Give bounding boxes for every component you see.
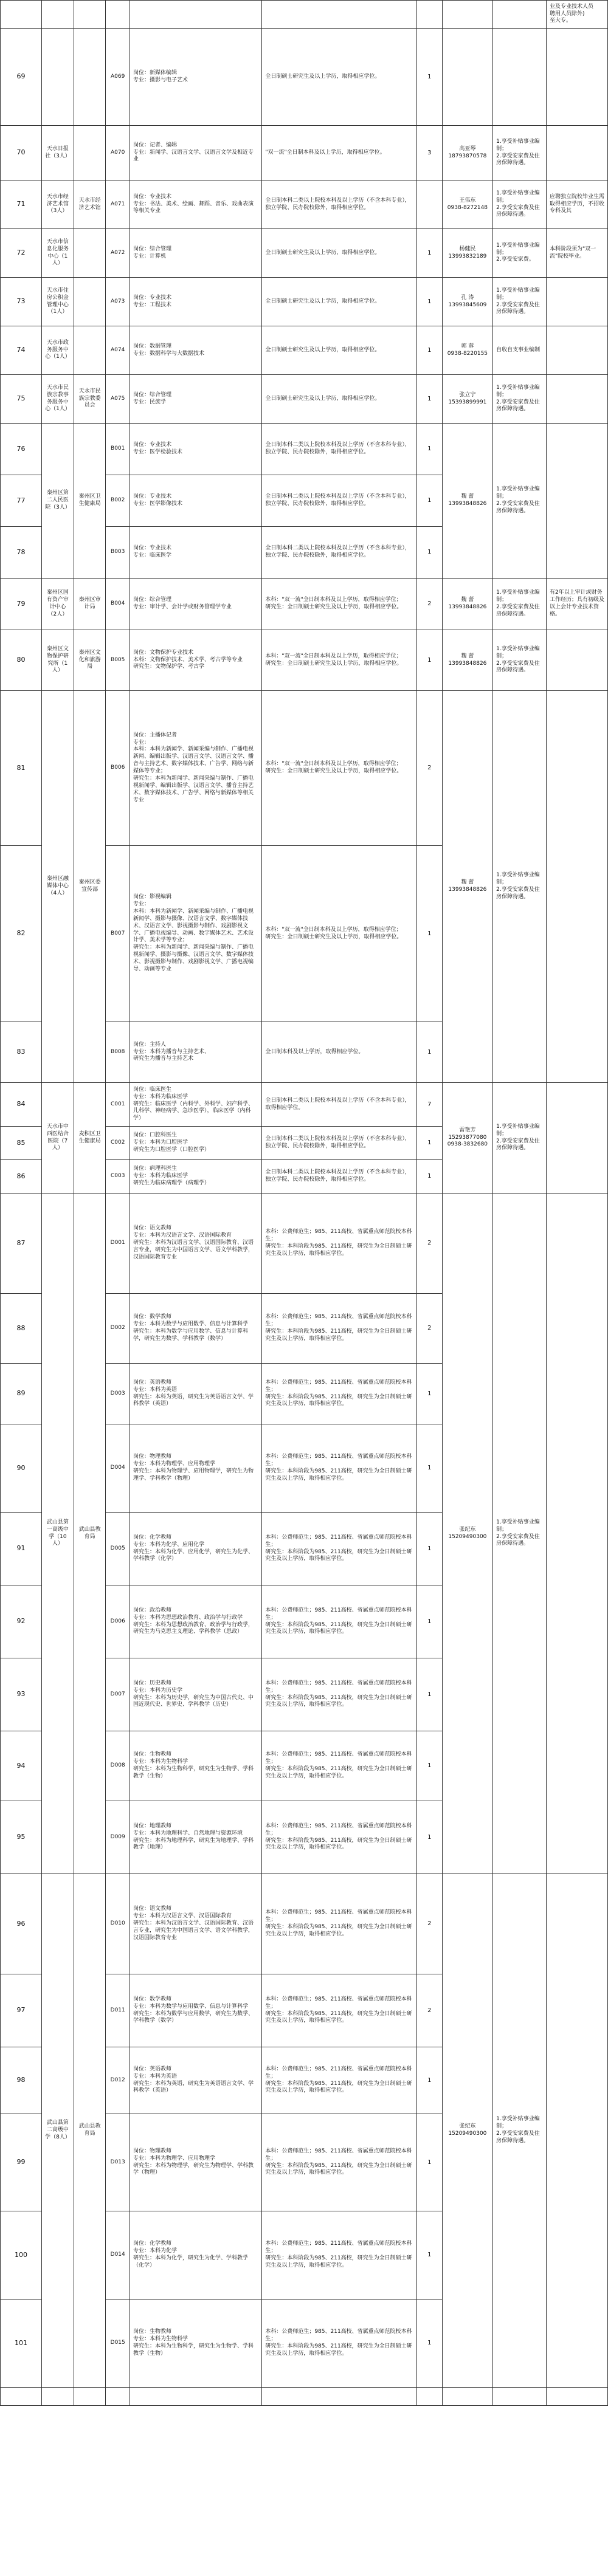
table-row (1, 180, 608, 229)
cell-treat: 自收自支事业编制 (493, 326, 547, 375)
cell-edu: 本科：公费师范生；985、211高校、省属重点师范院校本科生； 研究生：本科阶段为985、211高校，研究生为全日制硕士研究生及以上学历，取得相应学位。 (262, 1513, 417, 1585)
cell-edu: 全日制硕士研究生及以上学历，取得相应学位。 (262, 326, 417, 375)
cell-treat: 1.享受补贴事业编制； 2.享受安家费及住房保障待遇。 (493, 375, 547, 424)
cell-contact: 魏 蕾 13993848826 (442, 630, 492, 691)
table-row (1, 278, 608, 326)
cell-unit: 天水日报社（3人） (42, 126, 74, 180)
cell-edu: 全日制本科二类以上院校本科及以上学历（不含本科专业），独立学院、民办院校除外，取得相应学位。 (262, 1127, 417, 1160)
cell-post: 岗位：英语教师 专业：本科为英语 研究生：本科为英语，研究生为英语语言文学、学科教学（英语） (130, 1364, 261, 1424)
cell-num: 1 (417, 1731, 443, 1801)
cell-post: 岗位：影视编辑 专业： 本科：本科为新闻学、新闻采编与制作、广播电视新闻学、摄影与摄像、汉语言文学、数字媒体技术、汉语言文学、影视摄影与制作、戏剧影视文学、广播电视编导、动画、数字媒体艺术、艺术设计学、美术学等专业； 研究生：本科为新闻学、新闻采编与制作、广播电视新闻学、摄影与摄像、汉语言文学、数字媒体技术、影视摄影与制作、戏剧影视文学、广播电视编导、动画等专业 (130, 846, 261, 1022)
cell-no: 80 (1, 630, 42, 691)
cell-post (130, 1, 261, 29)
cell-contact: 雷艳芳 15293877080 0938-3832680 (442, 1083, 492, 1194)
cell-code: B007 (106, 846, 130, 1022)
cell-edu: 本科：公费师范生；985、211高校、省属重点师范院校本科生； 研究生：本科阶段为985、211高校，研究生为全日制硕士研究生及以上学历，取得相应学位。 (262, 2114, 417, 2211)
cell-code: A070 (106, 126, 130, 180)
cell-post: 岗位：化学教师 专业：本科为化学、应用化学 研究生：本科为化学、应用化学，研究生为化学、学科教学（化学） (130, 1513, 261, 1585)
cell-note: 本科阶段须为"双一流"院校毕业。 (546, 229, 607, 278)
cell-dept (74, 229, 106, 278)
table-row (1, 326, 608, 375)
cell-treat (493, 29, 547, 126)
cell-num: 1 (417, 1801, 443, 1874)
cell-code: D006 (106, 1585, 130, 1658)
cell-edu: 全日制本科二类以上院校本科及以上学历（不含本科专业），独立学院、民办院校除外，取得相应学位。 (262, 475, 417, 527)
table-row (1, 229, 608, 278)
cell-note (546, 326, 607, 375)
cell-edu: 全日制本科及以上学历，取得相应学位。 (262, 1022, 417, 1083)
cell-code: A069 (106, 29, 130, 126)
cell-unit: 天水市经济艺术馆（3人） (42, 180, 74, 229)
cell-num: 2 (417, 1974, 443, 2047)
cell-no: 69 (1, 29, 42, 126)
cell-num: 1 (417, 1513, 443, 1585)
cell-code: B008 (106, 1022, 130, 1083)
cell-edu: 全日制硕士研究生及以上学历，取得相应学位。 (262, 278, 417, 326)
cell-note (546, 278, 607, 326)
cell-note (546, 1083, 607, 1194)
cell-code: A071 (106, 180, 130, 229)
cell-edu: 本科：公费师范生；985、211高校、省属重点师范院校本科生； 研究生：本科阶段为985、211高校，研究生为全日制硕士研究生及以上学历，取得相应学位。 (262, 2047, 417, 2114)
cell-post: 岗位：数据管理 专业：数据科学与大数据技术 (130, 326, 261, 375)
cell-code: A074 (106, 326, 130, 375)
cell-no: 91 (1, 1513, 42, 1585)
cell-unit: 武山县第一高级中学（10人） (42, 1194, 74, 1874)
cell-treat: 1.享受补贴事业编制； 2.享受安家费及住房保障待遇。 (493, 424, 547, 579)
cell-treat: 1.享受补贴事业编制； 2.享受安家费及住房保障待遇。 (493, 1874, 547, 2388)
cell-code: A073 (106, 278, 130, 326)
cell-num: 1 (417, 1160, 443, 1194)
table-row (1, 375, 608, 424)
cell-post: 岗位：口腔科医生 专业：本科为口腔医学 研究生为口腔医学（口腔医学） (130, 1127, 261, 1160)
cell-edu: 本科：公费师范生；985、211高校、省属重点师范院校本科生； 研究生：本科阶段为985、211高校，研究生为全日制硕士研究生及以上学历，取得相应学位。 (262, 1194, 417, 1294)
cell-no: 93 (1, 1658, 42, 1731)
cell-treat: 1.享受补贴事业编制； 2.享受安家费及住房保障待遇。 (493, 126, 547, 180)
cell-num: 1 (417, 846, 443, 1022)
cell-num: 2 (417, 1294, 443, 1364)
cell-note (546, 630, 607, 691)
cell-num: 1 (417, 475, 443, 527)
cell-num: 2 (417, 1194, 443, 1294)
cell-contact: 高亚琴 18793870578 (442, 126, 492, 180)
cell-post: 岗位：主播体记者 专业： 本科：本科为新闻学、新闻采编与制作、广播电视新闻、编辑出版学、汉语言文学、汉语言文学、播音与主持艺术、数字媒体技术、广告学、网络与新媒体等专业； 研究生：本科为新闻学、新闻采编与制作、广播电视新闻学、编辑出版学、汉语言文学、播音主持艺术、数字媒体技术、广告学、网络与新媒体等相关专业 (130, 691, 261, 846)
table-row (1, 630, 608, 691)
cell-no: 97 (1, 1974, 42, 2047)
cell-post: 岗位：记者、编辑 专业：新闻学、汉语言文学、汉语言文学及相近专业 (130, 126, 261, 180)
cell-num: 1 (417, 1364, 443, 1424)
cell-code: C002 (106, 1127, 130, 1160)
cell-no: 79 (1, 579, 42, 630)
cell-edu: 全日制本科二类以上院校本科及以上学历（不含本科专业），独立学院、民办院校除外，取得相应学位。 (262, 527, 417, 579)
cell-no: 85 (1, 1127, 42, 1160)
cell-num: 1 (417, 527, 443, 579)
cell-edu: 本科：公费师范生；985、211高校、省属重点师范院校本科生； 研究生：本科阶段为985、211高校，研究生为全日制硕士研究生及以上学历，取得相应学位。 (262, 2211, 417, 2300)
cell-no: 90 (1, 1424, 42, 1513)
cell-contact: 魏 蕾 13993848826 (442, 424, 492, 579)
cell-edu: 全日制本科二类以上院校本科及以上学历（不含本科专业），独立学院、民办院校除外，取得相应学位。 (262, 424, 417, 475)
cell-num: 1 (417, 2114, 443, 2211)
cell-contact: 杨健民 13993832189 (442, 229, 492, 278)
cell-code: D010 (106, 1874, 130, 1974)
table-body (1, 1, 608, 2406)
cell-edu: 本科：公费师范生；985、211高校、省属重点师范院校本科生； 研究生：本科阶段为985、211高校，研究生为全日制硕士研究生及以上学历，取得相应学位。 (262, 1424, 417, 1513)
table-row (1, 2388, 608, 2406)
cell-num: 1 (417, 1127, 443, 1160)
cell-num: 1 (417, 630, 443, 691)
cell-no: 100 (1, 2211, 42, 2300)
cell-edu: 本科："双一流"全日制本科及以上学历，取得相应学位； 研究生：全日制硕士研究生及以上学历，取得相应学位。 (262, 579, 417, 630)
cell-code: B001 (106, 424, 130, 475)
cell-no: 101 (1, 2300, 42, 2388)
cell-unit: 天水市民族宗教事务服务中心（1人） (42, 375, 74, 424)
cell-num: 1 (417, 229, 443, 278)
cell-note (546, 2388, 607, 2406)
table-row (1, 1, 608, 29)
cell-no: 96 (1, 1874, 42, 1974)
cell-note (546, 126, 607, 180)
cell-treat: 1.享受补贴事业编制； 2.享受安家费及住房保障待遇。 (493, 180, 547, 229)
cell-contact: 张纪东 15209490300 (442, 1874, 492, 2388)
cell-dept: 天水市经济艺术馆 (74, 180, 106, 229)
cell-unit: 秦州区第二人民医院（3人） (42, 424, 74, 579)
cell-no: 70 (1, 126, 42, 180)
cell-no: 98 (1, 2047, 42, 2114)
cell-note: 有2年以上审计或财务工作经历；具有初级及以上会计专业技术资格。 (546, 579, 607, 630)
cell-num: 1 (417, 2047, 443, 2114)
table-row (1, 126, 608, 180)
cell-dept: 武山县教育局 (74, 1194, 106, 1874)
cell-code: C001 (106, 1083, 130, 1127)
cell-num (417, 1, 443, 29)
cell-edu: 本科：公费师范生；985、211高校、省属重点师范院校本科生； 研究生：本科阶段为985、211高校，研究生为全日制硕士研究生及以上学历，取得相应学位。 (262, 1294, 417, 1364)
cell-no: 78 (1, 527, 42, 579)
cell-edu: 本科：公费师范生；985、211高校、省属重点师范院校本科生； 研究生：本科阶段为985、211高校，研究生为全日制硕士研究生及以上学历，取得相应学位。 (262, 1658, 417, 1731)
cell-post: 岗位：物理教师 专业：本科为物理学、应用物理学 研究生：本科为物理学、应用物理学，研究生为物理学、学科教学（物理） (130, 1424, 261, 1513)
table-row (1, 1194, 608, 1294)
cell-no: 77 (1, 475, 42, 527)
cell-num: 2 (417, 1874, 443, 1974)
cell-note (546, 691, 607, 1083)
cell-num: 1 (417, 1424, 443, 1513)
cell-code (106, 2388, 130, 2406)
cell-edu: 全日制本科二类以上院校本科及以上学历（不含本科专业），独立学院、民办院校除外，取得相应学位。 (262, 1160, 417, 1194)
cell-contact: 王伟东 0938-8272148 (442, 180, 492, 229)
cell-dept (74, 126, 106, 180)
cell-no: 72 (1, 229, 42, 278)
cell-post: 岗位：专业技术 专业：临床医学 (130, 527, 261, 579)
cell-post: 岗位：新媒体编辑 专业：摄影与电子艺术 (130, 29, 261, 126)
cell-no: 83 (1, 1022, 42, 1083)
cell-edu (262, 1, 417, 29)
cell-code: D009 (106, 1801, 130, 1874)
cell-post: 岗位：生物教师 专业：本科为生物科学 研究生：本科为生物科学，研究生为生物学、学科教学（生物） (130, 2300, 261, 2388)
cell-post: 岗位：化学教师 专业：本科为化学 研究生：本科为化学，研究生为化学、学科教学（化学） (130, 2211, 261, 2300)
cell-no: 95 (1, 1801, 42, 1874)
cell-no: 82 (1, 846, 42, 1022)
table-row (1, 1083, 608, 1127)
cell-num: 7 (417, 1083, 443, 1127)
cell-code: D012 (106, 2047, 130, 2114)
cell-no: 81 (1, 691, 42, 846)
cell-treat: 1.享受补贴事业编制； 2.享受安家费及住房保障待遇。 (493, 1083, 547, 1194)
cell-num: 1 (417, 2300, 443, 2388)
cell-treat: 1.享受补贴事业编制； 2.享受安家费及住房保障待遇。 (493, 1194, 547, 1874)
cell-post: 岗位：主持人 专业：本科为播音与主持艺术、 研究生为播音与主持艺术 (130, 1022, 261, 1083)
cell-num: 1 (417, 1585, 443, 1658)
cell-no: 99 (1, 2114, 42, 2211)
cell-no: 75 (1, 375, 42, 424)
cell-dept: 秦州区委宣传部 (74, 691, 106, 1083)
cell-edu: 本科：公费师范生；985、211高校、省属重点师范院校本科生； 研究生：本科阶段为985、211高校，研究生为全日制硕士研究生及以上学历，取得相应学位。 (262, 1731, 417, 1801)
cell-post: 岗位：病理科医生 专业：本科为临床医学 研究生为临床病理学（病理学） (130, 1160, 261, 1194)
table-row (1, 579, 608, 630)
cell-edu: 本科：公费师范生；985、211高校、省属重点师范院校本科生； 研究生：本科阶段为985、211高校，研究生为全日制硕士研究生及以上学历，取得相应学位。 (262, 1974, 417, 2047)
cell-no: 84 (1, 1083, 42, 1127)
cell-unit: 武山县第二高级中学（8人） (42, 1874, 74, 2388)
cell-edu: 全日制本科二类以上院校本科及以上学历（不含本科专业），取得相应学位。 (262, 1083, 417, 1127)
cell-contact (442, 29, 492, 126)
cell-contact (442, 2388, 492, 2406)
cell-code: B004 (106, 579, 130, 630)
cell-num (417, 180, 443, 229)
cell-treat: 1.享受补贴事业编制； 2.享受安家费及住房保障待遇。 (493, 630, 547, 691)
cell-dept: 武山县教育局 (74, 1874, 106, 2388)
cell-num: 2 (417, 579, 443, 630)
cell-dept: 秦州区审计局 (74, 579, 106, 630)
cell-treat: 1.享受补贴事业编制； 2.享受安家费及住房保障待遇。 (493, 579, 547, 630)
cell-no: 87 (1, 1194, 42, 1294)
cell-no: 88 (1, 1294, 42, 1364)
cell-code: B003 (106, 527, 130, 579)
cell-num: 1 (417, 326, 443, 375)
cell-note (546, 424, 607, 579)
cell-code (106, 1, 130, 29)
cell-dept (74, 278, 106, 326)
cell-contact: 魏 蕾 13993848826 (442, 691, 492, 1083)
cell-dept: 天水市民族宗教委员会 (74, 375, 106, 424)
cell-treat: 1.享受补贴事业编制； 2.享受安家费及住房保障待遇。 (493, 691, 547, 1083)
cell-post: 岗位：文物保护专业技术 本科：文物保护技术、美术学、考古学等专业 研究生：文物保护学、考古学 (130, 630, 261, 691)
cell-unit (42, 1, 74, 29)
cell-treat (493, 2388, 547, 2406)
cell-dept: 秦州区卫生健康局 (74, 424, 106, 579)
cell-num: 1 (417, 2211, 443, 2300)
cell-edu: 本科：公费师范生；985、211高校、省属重点师范院校本科生； 研究生：本科阶段为985、211高校，研究生为全日制硕士研究生及以上学历，取得相应学位。 (262, 1585, 417, 1658)
cell-code: D015 (106, 2300, 130, 2388)
cell-code: D013 (106, 2114, 130, 2211)
cell-no: 86 (1, 1160, 42, 1194)
cell-no (1, 1, 42, 29)
cell-edu: 本科："双一流"全日制本科及以上学历，取得相应学位； 研究生：全日制硕士研究生及以上学历，取得相应学位。 (262, 630, 417, 691)
cell-post: 岗位：语文教师 专业：本科为汉语言文学、汉语国际教育 研究生：本科为汉语言文学、汉语国际教育、汉语言专业，研究生为中国语言文学、语文学科教学，汉语国际教育专业 (130, 1874, 261, 1974)
cell-post: 岗位：英语教师 专业：本科为英语 研究生：本科为英语，研究生为英语语言文学、学科教学（英语） (130, 2047, 261, 2114)
cell-code: B006 (106, 691, 130, 846)
table-row (1, 1874, 608, 1974)
cell-dept: 秦州区文化和旅游局 (74, 630, 106, 691)
cell-num: 1 (417, 278, 443, 326)
cell-note: 业及专业技术人员 聘用人员除外) 至大专。 (546, 1, 607, 29)
cell-code: B005 (106, 630, 130, 691)
cell-unit (42, 2388, 74, 2406)
cell-note (546, 1874, 607, 2388)
cell-contact: 孔 涛 13993845609 (442, 278, 492, 326)
cell-no: 73 (1, 278, 42, 326)
cell-post: 岗位：地理教师 专业：本科为地理科学、自然地理与资源环境 研究生：本科为地理科学，研究生为地理学、学科教学（地理） (130, 1801, 261, 1874)
cell-treat: 1.享受补贴事业编制； 2.享受安家费。 (493, 229, 547, 278)
cell-edu: 全日制硕士研究生及以上学历，取得相应学位。 (262, 229, 417, 278)
cell-dept: 麦积区卫生健康局 (74, 1083, 106, 1194)
cell-code: D004 (106, 1424, 130, 1513)
cell-note: 应聘独立院校毕业生需取得相应学历，不招收专科及其 (546, 180, 607, 229)
cell-post: 岗位：语文教师 专业：本科为汉语言文学、汉语国际教育 研究生：本科为汉语言文学、汉语国际教育、汉语言专业，研究生为中国语言文学、语文学科教学，汉语国际教育专业 (130, 1194, 261, 1294)
cell-post: 岗位：专业技术 专业：医学影像技术 (130, 475, 261, 527)
cell-contact (442, 1, 492, 29)
cell-dept (74, 1, 106, 29)
cell-post: 岗位：综合管理 专业：计算机 (130, 229, 261, 278)
cell-post: 岗位：数学教师 专业：本科为数学与应用数学、信息与计算科学 研究生：本科为数学与应用数学、信息与计算科学，研究生为数学、学科教学（数学） (130, 1294, 261, 1364)
cell-no: 92 (1, 1585, 42, 1658)
cell-edu: 本科：公费师范生；985、211高校、省属重点师范院校本科生； 研究生：本科阶段为985、211高校，研究生为全日制硕士研究生及以上学历，取得相应学位。 (262, 2300, 417, 2388)
cell-edu: 本科：公费师范生；985、211高校、省属重点师范院校本科生； 研究生：本科阶段为985、211高校，研究生为全日制硕士研究生及以上学历，取得相应学位。 (262, 1364, 417, 1424)
cell-code: A075 (106, 375, 130, 424)
cell-code: D014 (106, 2211, 130, 2300)
cell-post: 岗位：专业技术 专业：工程技术 (130, 278, 261, 326)
cell-code: D008 (106, 1731, 130, 1801)
cell-edu: 本科："双一流"全日制本科及以上学历，取得相应学位； 研究生：全日制硕士研究生及以上学历，取得相应学位。 (262, 691, 417, 846)
cell-edu: 全日制硕士研究生及以上学历，取得相应学位。 (262, 375, 417, 424)
cell-edu: 全日制本科二类以上院校本科及以上学历（不含本科专业），独立学院、民办院校除外，取得相应学位。 (262, 180, 417, 229)
cell-post: 岗位：专业技术 专业：医学检验技术 (130, 424, 261, 475)
cell-post: 岗位：政治教师 专业：本科为思想政治教育、政治学与行政学 研究生：本科为思想政治教育、政治学与行政学，研究生为马克思主义理论、学科教学（思政） (130, 1585, 261, 1658)
table-row (1, 29, 608, 126)
cell-num: 1 (417, 1658, 443, 1731)
cell-code: A072 (106, 229, 130, 278)
cell-dept (74, 29, 106, 126)
cell-num (417, 2388, 443, 2406)
cell-num: 2 (417, 691, 443, 846)
cell-no (1, 2388, 42, 2406)
cell-contact: 郭 蓉 0938-8220155 (442, 326, 492, 375)
cell-no: 71 (1, 180, 42, 229)
table-row (1, 691, 608, 846)
cell-edu: "双一流"全日制本科及以上学历，取得相应学位。 (262, 126, 417, 180)
cell-num: 1 (417, 424, 443, 475)
cell-edu: 本科：公费师范生；985、211高校、省属重点师范院校本科生； 研究生：本科阶段为985、211高校，研究生为全日制硕士研究生及以上学历，取得相应学位。 (262, 1874, 417, 1974)
cell-edu: 全日制硕士研究生及以上学历，取得相应学位。 (262, 29, 417, 126)
cell-unit: 天水市中西医结合医院（7人） (42, 1083, 74, 1194)
cell-unit: 秦州区文物保护研究所（1人） (42, 630, 74, 691)
cell-edu: 本科：公费师范生；985、211高校、省属重点师范院校本科生； 研究生：本科阶段为985、211高校，研究生为全日制硕士研究生及以上学历，取得相应学位。 (262, 1801, 417, 1874)
cell-edu (262, 2388, 417, 2406)
cell-num: 1 (417, 29, 443, 126)
cell-num: 1 (417, 375, 443, 424)
cell-no: 89 (1, 1364, 42, 1424)
cell-post: 岗位：专业技术 专业：书法、美术、绘画、舞蹈、音乐、戏曲表演等相关专业 (130, 180, 261, 229)
cell-unit: 秦州区国有资产审计中心（2人） (42, 579, 74, 630)
cell-code: D005 (106, 1513, 130, 1585)
cell-post (130, 2388, 261, 2406)
cell-code: D007 (106, 1658, 130, 1731)
cell-contact: 魏 蕾 13993848826 (442, 579, 492, 630)
cell-post: 岗位：物理教师 专业：本科为物理学、应用物理学 研究生：本科为物理学，研究生为物理学、学科教学（物理） (130, 2114, 261, 2211)
cell-post: 岗位：综合管理 专业：民族学 (130, 375, 261, 424)
table-row (1, 424, 608, 475)
cell-post: 岗位：临床医生 专业：本科为临床医学 研究生：临床医学（内科学、外科学、妇产科学、儿科学、神经病学、急诊医学），临床医学（内科学） (130, 1083, 261, 1127)
cell-unit: 天水市信息化服务中心（1人） (42, 229, 74, 278)
cell-num: 3 (417, 126, 443, 180)
cell-note (546, 375, 607, 424)
cell-contact: 张纪东 15209490300 (442, 1194, 492, 1874)
cell-post: 岗位：历史教师 专业：本科为历史学 研究生：本科为历史学，研究生为中国古代史、中国近现代史、世界史、学科教学（历史） (130, 1658, 261, 1731)
cell-unit: 秦州区融媒体中心（4人） (42, 691, 74, 1083)
cell-post: 岗位：生物教师 专业：本科为生物科学 研究生：本科为生物科学，研究生为生物学、学科教学（生物） (130, 1731, 261, 1801)
cell-unit (42, 29, 74, 126)
cell-code: C003 (106, 1160, 130, 1194)
cell-code: D001 (106, 1194, 130, 1294)
cell-unit: 天水市政务服务中心（1人） (42, 326, 74, 375)
cell-note (546, 29, 607, 126)
cell-note (546, 1194, 607, 1874)
cell-dept (74, 2388, 106, 2406)
cell-code: D003 (106, 1364, 130, 1424)
cell-no: 74 (1, 326, 42, 375)
cell-unit: 天水市住房公积金管理中心（1人） (42, 278, 74, 326)
cell-post: 岗位：综合管理 专业：审计学、会计学或财务管理学专业 (130, 579, 261, 630)
cell-code: D011 (106, 1974, 130, 2047)
cell-edu: 本科："双一流"全日制本科及以上学历，取得相应学位； 研究生：全日制硕士研究生及以上学历，取得相应学位。 (262, 846, 417, 1022)
cell-code: D002 (106, 1294, 130, 1364)
cell-code: B002 (106, 475, 130, 527)
cell-treat: 1.享受补贴事业编制； 2.享受安家费及住房保障待遇。 (493, 278, 547, 326)
cell-treat (493, 1, 547, 29)
cell-no: 76 (1, 424, 42, 475)
cell-num: 1 (417, 1022, 443, 1083)
cell-dept (74, 326, 106, 375)
cell-post: 岗位：数学教师 专业：本科为数学与应用数学、信息与计算科学 研究生：本科为数学与应用数学，研究生为数学、学科教学（数学） (130, 1974, 261, 2047)
cell-no: 94 (1, 1731, 42, 1801)
cell-contact: 张立宁 15393899991 (442, 375, 492, 424)
